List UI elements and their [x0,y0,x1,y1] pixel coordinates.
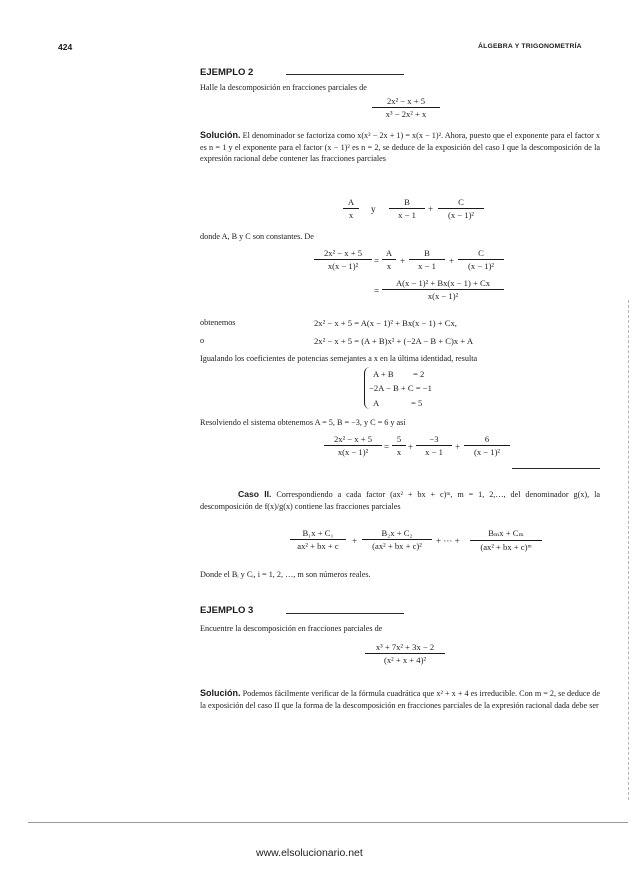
solution-label: Solución. [200,688,241,698]
eq2-equals: = [374,286,380,296]
solution-text: El denominador se factoriza como x(x² − 2x + 1) = x(x − 1)². Ahora, puesto que el exponente para el factor x es n = 1 y el exponente para el factor (x − 1)² es n = 2, se deduce de la exposición del caso I que la descomposición de la expresión racional debe contener las fracciones parciales [200,131,600,163]
obtenemos-equation: 2x² − x + 5 = A(x − 1)² + Bx(x − 1) + Cx, [314,318,457,328]
example-3-solution [200,688,600,711]
o-label: o [200,336,205,345]
eq1-c: $\frac{C}{\text{(x − 1)²}}$ [458,248,504,271]
example-3-expression [365,642,445,665]
eq1-b: $\frac{B}{x - 1}$ [409,248,445,271]
solution-text: Podemos fácilmente verificar de la fórmula cuadrática que x² + x + 4 es irreducible. Con m = 2, se deduce de la exposición del caso II que la forma de la descomposición en fracciones parciales de la expresión racional dada debe ser [200,689,600,710]
numerator: x³ + 7x² + 3x − 2 [375,642,435,652]
final-b: $\frac{-3}{x - 1}$ [416,434,452,457]
final-equals: = [384,442,390,452]
example-2-expression [372,96,440,119]
solution-label: Solución. [200,130,241,140]
final-plus-2: + [455,442,461,452]
example-2-title: EJEMPLO 2 [200,67,254,78]
example-2-prompt: Halle la descomposición en fracciones parciales de [200,83,367,92]
eq1-lhs: $\frac{\text{2x² − x + 5}}{\text{x(x − 1)²}}$ [314,248,372,271]
denominator: (x² + x + 4)² [365,653,445,665]
caso-2-dots: + ··· + [436,536,460,546]
example-3-title: EJEMPLO 3 [200,605,254,616]
final-c: $\frac{6}{\text{(x − 1)²}}$ [464,434,510,457]
pf-b: $\frac{B}{x - 1}$ [389,197,425,220]
system-line-1: A + B = 2 [373,369,425,379]
example-3-prompt: Encuentre la descomposición en fracciones parciales de [200,624,383,633]
pf-a: $\frac{A}{x}$ [343,197,359,220]
pf-c: $\frac{C}{\text{(x − 1)²}}$ [438,197,484,220]
caso-2-fraction-m: Bₘx + Cₘ (ax² + bx + c)ᵐ [470,528,542,552]
coef-text: Igualando los coeficientes de potencias semejantes a x en la última identidad, resulta [200,354,478,363]
caso-2-fraction-1: $\frac{\text{B₁x + C₁}}{\text{ax² + bx + c}}$ [290,528,346,551]
example-2-end-rule [512,468,600,469]
final-a: $\frac{5}{x}$ [392,434,406,457]
eq1-equals: = [374,256,380,266]
caso-2-note: Donde el Bᵢ y Cᵢ, i = 1, 2, …, m son números reales. [200,570,371,579]
eq1-plus-1: + [400,256,406,266]
eq1-plus-2: + [449,256,455,266]
example-3-rule [286,613,404,614]
caso-2-label: Caso II. [238,489,272,499]
footer-url[interactable]: www.elsolucionario.net [256,847,363,859]
constants-text: donde A, B y C son constantes. De [200,232,314,241]
caso-2-text: Correspondiendo a cada factor (ax² + bx + c)ᵐ, m = 1, 2,…, del denominador g(x), la descomposición de f(x)/g(x) contiene las fracciones parciales [200,490,600,511]
example-2-rule [286,74,404,75]
obtenemos-label: obtenemos [200,318,236,327]
denominator: x³ − 2x² + x [372,107,440,119]
example-2-solution [200,130,600,165]
final-lhs: $\frac{\text{2x² − x + 5}}{\text{x(x − 1)²}}$ [324,434,382,457]
final-plus-1: + [408,442,414,452]
eq2-fraction: $\frac{\text{A(x − 1)² + Bx(x − 1) + Cx}}{\text{x(x − 1)²}}$ [382,278,504,301]
scan-right-edge [628,300,629,800]
caso-2-fraction-2: $\frac{\text{B₂x + C₂}}{\text{(ax² + bx + c)²}}$ [362,528,432,551]
caso-2-paragraph [200,489,600,512]
eq1-a: $\frac{A}{x}$ [382,248,396,271]
numerator: 2x² − x + 5 [386,96,426,106]
pf-y: y [371,204,376,214]
running-title: ÁLGEBRA Y TRIGONOMETRÍA [478,43,582,50]
page-number: 424 [58,42,73,52]
system-line-2: −2A − B + C = −1 [369,383,432,393]
scan-edge-line [28,822,628,823]
pf-plus: + [428,204,434,214]
resolve-text: Resolviendo el sistema obtenemos A = 5, B = −3, y C = 6 y así [200,418,406,427]
caso-2-plus: + [352,536,358,546]
system-line-3: A = 5 [373,398,423,408]
o-equation: 2x² − x + 5 = (A + B)x² + (−2A − B + C)x + A [314,336,474,346]
